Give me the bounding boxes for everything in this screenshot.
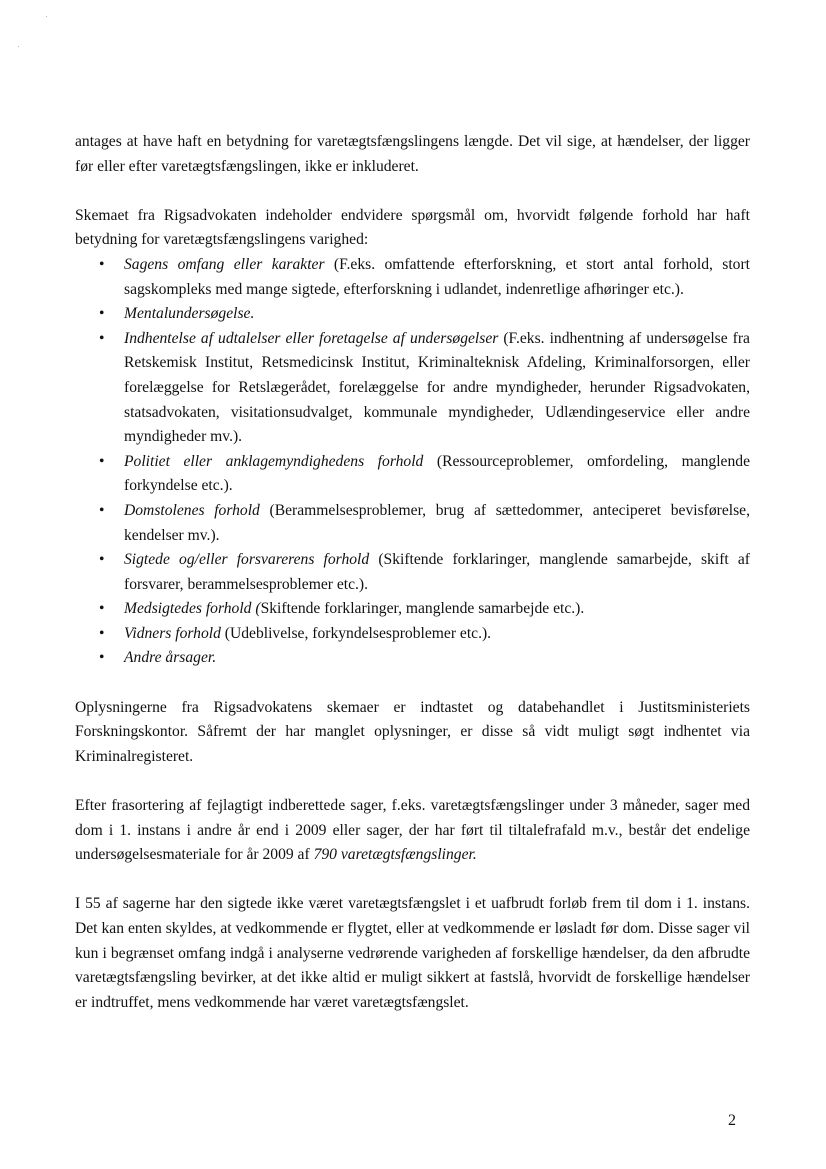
bullet-icon: • xyxy=(99,305,105,323)
list-item-title: Mentalundersøgelse. xyxy=(124,305,255,323)
list-item-text: (F.eks. indhentning af undersøgelse fra Retskemisk Institut, Retsmedicinsk Institut, Kriminalteknisk Afdeling, Kriminalforsorgen, eller forelæggelse for Retslægerådet, forelæggelse for andre myndigheder, herunder Rigsadvokaten, statsadvokaten, visitationsudvalget, kommunale myndigheder, Udlændingeservice eller andre myndigheder mv.). xyxy=(124,329,750,446)
list-item xyxy=(75,597,750,622)
paragraph-2: Skemaet fra Rigsadvokaten indeholder endvidere spørgsmål om, hvorvidt følgende forhold har haft betydning for varetægtsfængslingens varighed: xyxy=(75,206,750,249)
scan-speck xyxy=(46,16,47,17)
factor-list xyxy=(75,253,750,671)
list-item-text: (F.eks. omfattende efterforskning, et stort antal forhold, stort sagskompleks med mange sigtede, efterforskning i udlandet, indenretlige afhøringer etc.). xyxy=(124,255,750,298)
paragraph-4 xyxy=(75,794,750,868)
list-item xyxy=(75,253,750,302)
list-item xyxy=(75,499,750,548)
list-item-title: Indhentelse af udtalelser eller foretagelse af undersøgelser xyxy=(124,329,499,347)
paragraph-4-text: Efter frasortering af fejlagtigt indberettede sager, f.eks. varetægtsfængslinger under 3 måneder, sager med dom i 1. instans i andre år end i 2009 eller sager, der har ført til tiltalefrafald m.v., består det endelige undersøgelsesmateriale for år 2009 af xyxy=(75,797,750,864)
list-item-text: Skiftende forklaringer, manglende samarbejde etc.). xyxy=(260,600,585,618)
paragraph-3: Oplysningerne fra Rigsadvokatens skemaer er indtastet og databehandlet i Justitsministeriets Forskningskontor. Såfremt der har manglet oplysninger, er disse så vidt muligt søgt indhentet via Kriminalregisteret. xyxy=(75,698,750,765)
list-item-title: Domstolenes forhold xyxy=(124,501,260,519)
bullet-icon: • xyxy=(99,452,105,470)
list-item-title: Medsigtedes forhold ( xyxy=(124,600,261,618)
list-item xyxy=(75,327,750,450)
list-item xyxy=(75,548,750,597)
bullet-icon: • xyxy=(99,600,105,618)
list-item xyxy=(75,302,750,327)
list-item-text: (Berammelsesproblemer, brug af sættedommer, anteciperet bevisførelse, kendelser mv.). xyxy=(124,501,750,544)
list-item-title: Vidners forhold xyxy=(124,624,221,642)
list-item xyxy=(75,450,750,499)
body-text xyxy=(75,130,750,1040)
list-item-title: Politiet eller anklagemyndighedens forhold xyxy=(124,452,424,470)
paragraph-4-emphasis: 790 varetægtsfængslinger. xyxy=(313,846,477,864)
list-item-text: (Skiftende forklaringer, manglende samarbejde, skift af forsvarer, berammelsesproblemer etc.). xyxy=(124,551,750,593)
list-item-title: Sagens omfang eller karakter xyxy=(124,255,325,273)
paragraph-1: antages at have haft en betydning for varetægtsfængslingens længde. Det vil sige, at hændelser, der ligger før eller efter varetægtsfængslingen, ikke er inkluderet. xyxy=(75,133,750,175)
bullet-icon: • xyxy=(99,551,105,569)
list-item-text: (Ressourceproblemer, omfordeling, manglende forkyndelse etc.). xyxy=(124,452,750,495)
list-item-text: (Udeblivelse, forkyndelsesproblemer etc.). xyxy=(220,624,492,642)
bullet-icon: • xyxy=(99,255,105,273)
bullet-icon: • xyxy=(99,501,105,519)
bullet-icon: • xyxy=(99,649,105,667)
paragraph-5: I 55 af sagerne har den sigtede ikke været varetægtsfængslet i et uafbrudt forløb frem til dom i 1. instans. Det kan enten skyldes, at vedkommende er flygtet, eller at vedkommende er løsladt før dom. Disse sager vil kun i begrænset omfang indgå i analyserne vedrørende varigheden af forskellige hændelser, da den afbrudte varetægtsfængsling bevirker, at det ikke altid er muligt sikkert at fastslå, hvorvidt de forskellige hændelser er indtruffet, mens vedkommende har været varetægtsfængslet. xyxy=(75,895,750,1011)
bullet-icon: • xyxy=(99,329,105,347)
bullet-icon: • xyxy=(99,624,105,642)
list-item xyxy=(75,622,750,647)
list-item-title: Sigtede og/eller forsvarerens forhold xyxy=(124,551,370,569)
list-item-title: Andre årsager. xyxy=(124,649,217,667)
page-number: 2 xyxy=(728,1112,736,1129)
list-item xyxy=(75,646,750,671)
scan-speck xyxy=(18,46,19,47)
